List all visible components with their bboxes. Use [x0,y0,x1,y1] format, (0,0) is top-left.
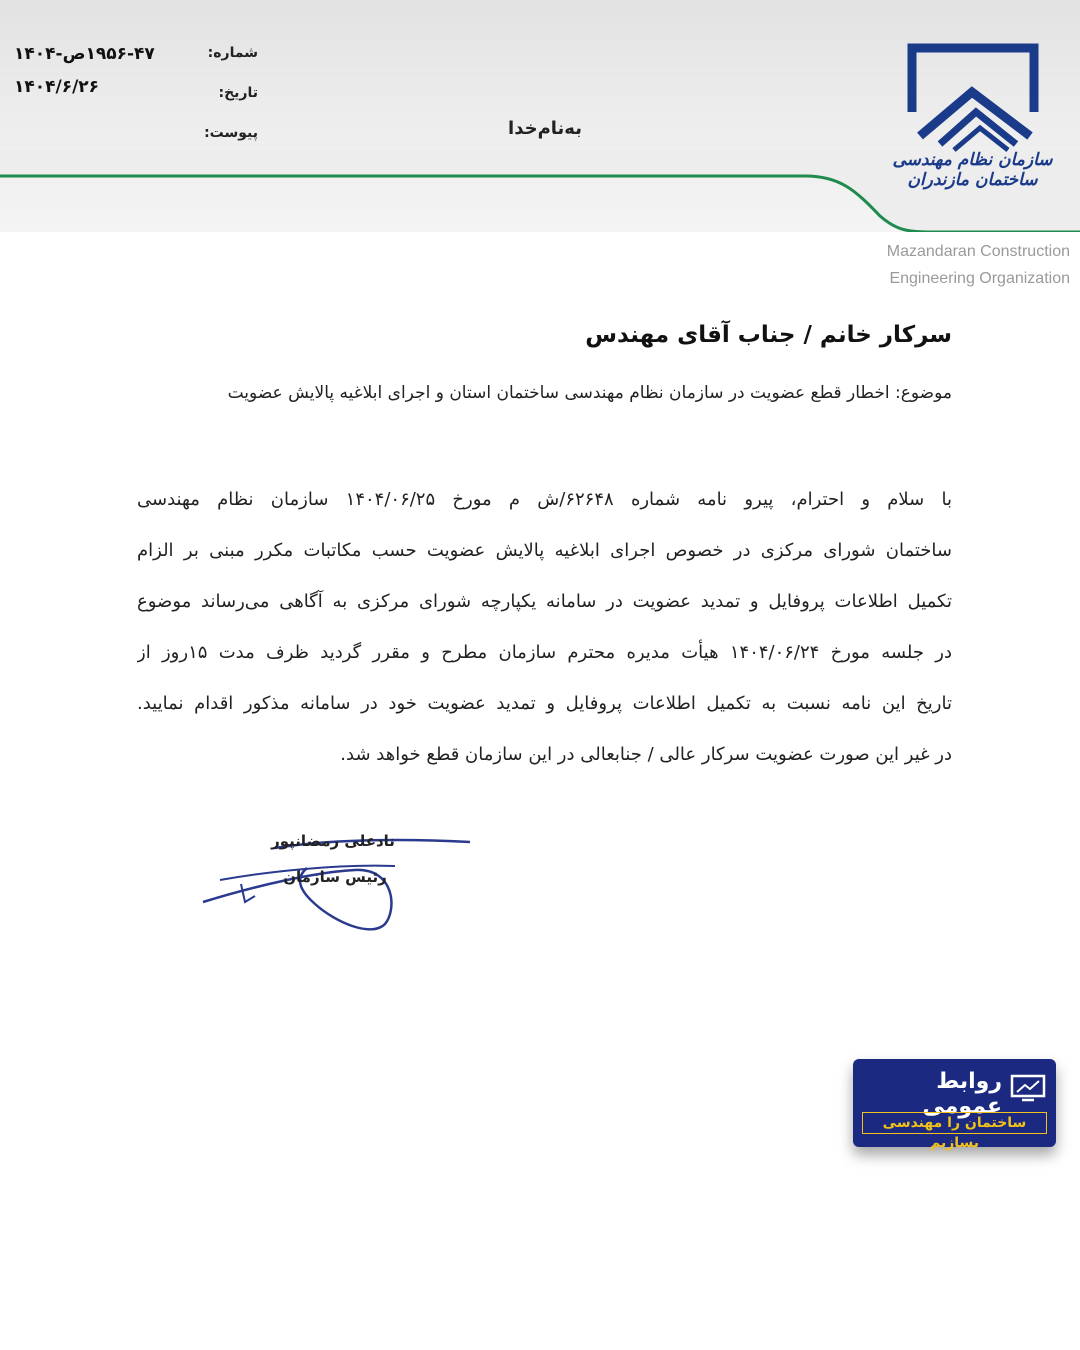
body-line: ساختمان شورای مرکزی در خصوص اجرای ابلاغیه پالایش عضویت حسب مکاتبات مکرر مبنی بر الزام [137,540,952,561]
body-line: تکمیل اطلاعات پروفایل و تمدید عضویت در سامانه یکپارچه شورای مرکزی به آگاهی می‌رساند موضوع [137,591,952,612]
date-value: ۱۴۰۴/۶/۲۶ [14,77,100,97]
signatory-title: رئیس سازمان [283,868,387,886]
number-value: ۱۹۵۶-۴۷ص-۱۴۰۴ [14,44,155,64]
badge-title: روابط عمومی [922,1069,1002,1119]
salutation: سرکار خانم / جناب آقای مهندس [585,322,952,348]
body-line: در غیر این صورت عضویت سرکار عالی / جنابعالی در این سازمان قطع خواهد شد. [340,744,952,765]
signatory-name: نادعلی رمضانپور [271,832,395,850]
organization-name-fa: سازمان نظام مهندسی ساختمان مازندران [892,150,1053,190]
attachment-label: پیوست: [204,125,258,141]
date-label: تاریخ: [218,85,258,101]
public-relations-badge [853,1059,1056,1151]
bismillah-heading: به‌نام‌خدا [508,118,582,139]
body-line: با سلام و احترام، پیرو نامه شماره ۶۲۶۴۸/ش م مورخ ۱۴۰۴/۰۶/۲۵ سازمان نظام مهندسی [137,489,952,510]
organization-name-en-line1: Mazandaran Construction [886,243,1070,260]
letter-subject: موضوع: اخطار قطع عضویت در سازمان نظام مهندسی ساختمان استان و اجرای ابلاغیه پالایش عضویت [227,383,952,403]
body-line: تاریخ این نامه نسبت به تکمیل اطلاعات پروفایل و تمدید عضویت خود در سامانه مذکور اقدام نمایید. [137,693,952,714]
number-label: شماره: [207,45,258,61]
body-line: در جلسه مورخ ۱۴۰۴/۰۶/۲۴ هیأت مدیره محترم سازمان مطرح و مقرر گردید ظرف مدت ۱۵روز از [137,642,952,663]
letter-body [137,478,952,784]
organization-name-en [870,238,1070,292]
badge-slogan: ساختمان را مهندسی بسازیم [862,1112,1047,1134]
organization-name-en-line2: Engineering Organization [889,270,1070,287]
monitor-icon [1008,1073,1048,1103]
